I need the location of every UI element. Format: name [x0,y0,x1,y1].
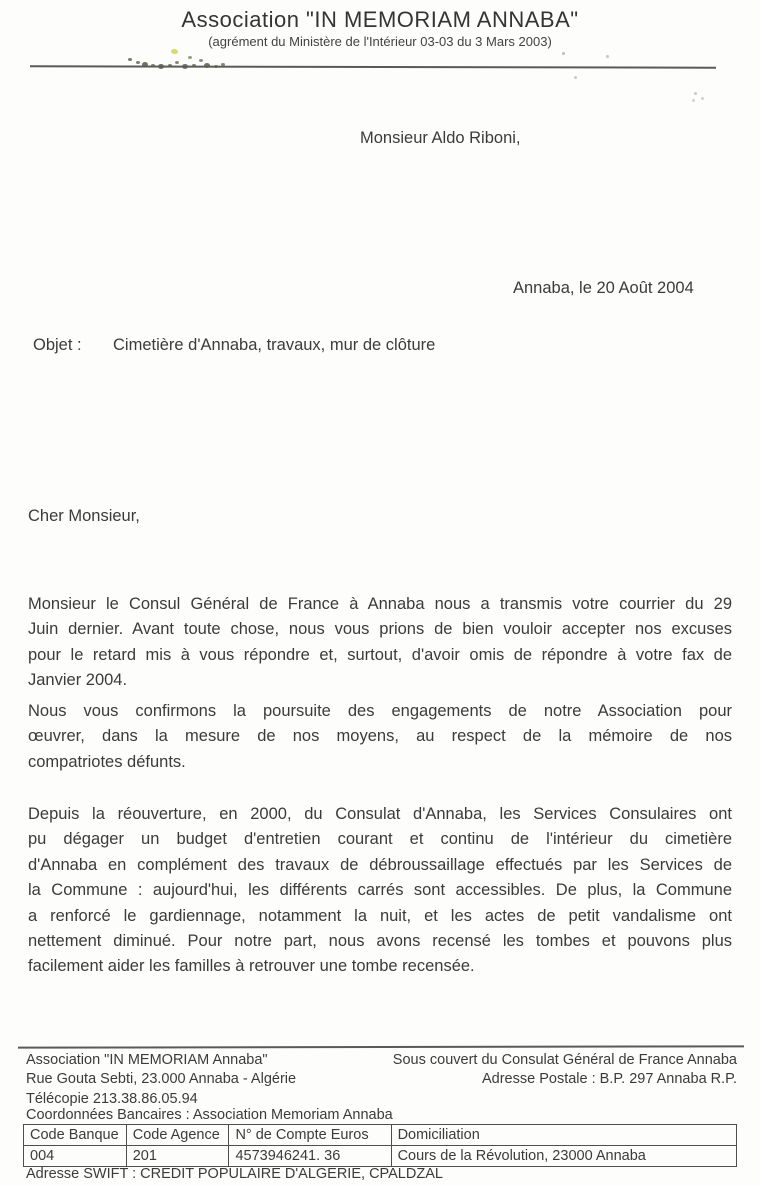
paragraph-line: d'Annaba en complément des travaux de débroussaillage effectués par les Services de [28,855,732,874]
footer-divider-line [18,1045,744,1048]
paragraph-line: Juin dernier. Avant toute chose, nous vous prions de bien vouloir accepter nos excuses [28,620,732,639]
bank-table-data-row [24,1146,737,1167]
table-cell-code-banque: 004 [24,1146,127,1167]
bank-table-header-row [24,1125,737,1146]
org-fax: Télécopie 213.38.86.05.94 [26,1090,198,1107]
salutation: Cher Monsieur, [28,507,140,525]
scan-speck-green [171,49,178,54]
subject-line [33,336,733,355]
consulate-postal: Adresse Postale : B.P. 297 Annaba R.P. [481,1071,737,1088]
table-header-domiciliation: Domiciliation [391,1125,736,1146]
body-paragraph-1 [28,592,732,694]
table-cell-compte: 4573946241. 36 [229,1146,391,1167]
table-header-compte: N° de Compte Euros [229,1125,391,1146]
paragraph-line: pour le retard mis à vous répondre et, surtout, d'avoir omis de répondre à votre fax de [28,645,732,664]
footer-org-address [26,1051,296,1109]
scan-speck [694,92,697,95]
paragraph-line: Nous vous confirmons la poursuite des engagements de notre Association pour [28,702,732,720]
paragraph-line: œuvrer, dans la mesure de nos moyens, au respect de la mémoire de nos [28,727,732,746]
consulate-line: Sous couvert du Consulat Général de France Annaba [392,1052,737,1068]
paragraph-line: a renforcé le gardiennage, notamment la nuit, et les actes de petit vandalisme ont [28,906,732,925]
bank-table [23,1124,737,1167]
bank-coordinates-label: Coordonnées Bancaires : Association Memoriam Annaba [26,1107,393,1123]
letterhead-title: Association "IN MEMORIAM ANNABA" [181,7,579,32]
org-street: Rue Gouta Sebti, 23.000 Annaba - Algérie [26,1071,297,1088]
recipient-name: Monsieur Aldo Riboni, [360,129,521,147]
table-cell-code-agence: 201 [126,1146,229,1167]
scan-smudge [128,58,132,61]
org-name: Association "IN MEMORIAM Annaba" [26,1052,268,1068]
table-header-code-banque: Code Banque [24,1125,127,1146]
scan-speck [562,52,565,55]
paragraph-line: pu dégager un budget d'entretien courant et continu de l'intérieur du cimetière [28,830,732,849]
table-header-code-agence: Code Agence [126,1125,229,1146]
paragraph-line: Depuis la réouverture, en 2000, du Consulat d'Annaba, les Services Consulaires ont [28,805,732,823]
subject-text: Cimetière d'Annaba, travaux, mur de clôture [113,336,436,354]
subject-label: Objet : [33,336,82,354]
body-paragraph-2 [28,699,732,775]
letterhead-subtitle: (agrément du Ministère de l'Intérieur 03-03 du 3 Mars 2003) [208,34,552,49]
paragraph-line: nettement diminué. Pour notre part, nous avons recensé les tombes et pouvons plus [28,932,732,951]
paragraph-line: la Commune : aujourd'hui, les différents carrés sont accessibles. De plus, la Commune [28,881,732,900]
paragraph-line: Janvier 2004. [28,671,128,690]
paragraph-line: facilement aider les familles à retrouver une tombe recensée. [28,957,475,976]
body-paragraph-3 [28,802,732,980]
header-divider-line [30,65,716,68]
paragraph-line: compatriotes défunts. [28,752,186,771]
swift-address-line: Adresse SWIFT : CREDIT POPULAIRE D'ALGERIE, CPALDZAL [26,1166,443,1182]
table-cell-domiciliation: Cours de la Révolution, 23000 Annaba [391,1146,736,1167]
paragraph-line: Monsieur le Consul Général de France à Annaba nous a transmis votre courrier du 29 [28,595,732,613]
footer-consulate-address [393,1051,737,1090]
date-line: Annaba, le 20 Août 2004 [513,279,694,297]
